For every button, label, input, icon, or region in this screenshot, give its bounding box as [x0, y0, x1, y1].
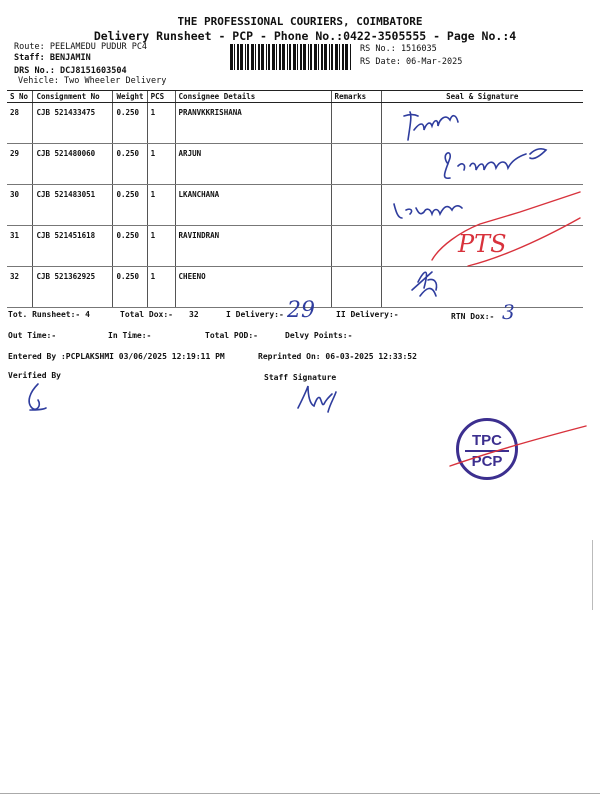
cell-consignment: CJB 521483051	[33, 185, 113, 226]
cell-pcs: 1	[147, 185, 175, 226]
cell-pcs: 1	[147, 226, 175, 267]
barcode-bar	[282, 44, 285, 70]
cell-sno: 28	[7, 103, 33, 144]
cell-consignee: ARJUN	[175, 144, 331, 185]
barcode-bar	[287, 44, 288, 70]
in-time: In Time:-	[108, 331, 152, 340]
runsheet-title: Delivery Runsheet - PCP - Phone No.:0422-3505555 - Page No.:4	[93, 29, 517, 43]
barcode-bar	[345, 44, 348, 70]
col-header-weight: Weight	[113, 91, 147, 103]
cell-weight: 0.250	[113, 226, 147, 267]
barcode-bar	[300, 44, 302, 70]
barcode-bar	[321, 44, 323, 70]
barcode-bar	[268, 44, 270, 70]
cell-consignee: PRANVKKRISHANA	[175, 103, 331, 144]
staff-signature-mark	[292, 382, 342, 416]
barcode-bar	[240, 44, 243, 70]
barcode-bar	[237, 44, 239, 70]
entered-by: Entered By :PCPLAKSHMI 03/06/2025 12:19:11 PM	[8, 352, 225, 361]
cell-remarks	[331, 144, 381, 185]
cell-consignment: CJB 521362925	[33, 267, 113, 308]
barcode-bar	[258, 44, 260, 70]
cell-consignee: CHEENO	[175, 267, 331, 308]
cell-remarks	[331, 267, 381, 308]
pts-rejection-mark	[432, 192, 580, 266]
scan-edge-right	[592, 540, 593, 610]
cell-consignment: CJB 521433475	[33, 103, 113, 144]
cell-weight: 0.250	[113, 103, 147, 144]
reprinted-on: Reprinted On: 06-03-2025 12:33:52	[258, 352, 417, 361]
cell-consignment: CJB 521480060	[33, 144, 113, 185]
cell-remarks	[331, 226, 381, 267]
staff-signature-label: Staff Signature	[264, 373, 337, 382]
barcode-bar	[279, 44, 281, 70]
cell-sno: 30	[7, 185, 33, 226]
col-header-remarks: Remarks	[331, 91, 381, 103]
cell-consignee: LKANCHANA	[175, 185, 331, 226]
barcode-bar	[245, 44, 246, 70]
barcode-bar	[310, 44, 312, 70]
cell-pcs: 1	[147, 267, 175, 308]
cell-sno: 31	[7, 226, 33, 267]
barcode-bar	[331, 44, 333, 70]
barcode-bar	[251, 44, 254, 70]
stamp-bottom-text: PCP	[471, 453, 503, 470]
barcode-bar	[314, 44, 317, 70]
cell-consignee: RAVINDRAN	[175, 226, 331, 267]
delvy-points: Delvy Points:-	[285, 331, 353, 340]
rs-number: RS No.: 1516035	[360, 44, 437, 54]
barcode-bar	[293, 44, 296, 70]
signature-row-29	[445, 149, 546, 178]
barcode-bar	[255, 44, 256, 70]
col-header-pcs: PCS	[147, 91, 175, 103]
cell-sno: 29	[7, 144, 33, 185]
col-header-consignment: Consignment No	[33, 91, 113, 103]
barcode-bar	[272, 44, 275, 70]
cell-remarks	[331, 185, 381, 226]
barcode-bar	[247, 44, 249, 70]
verified-by-label: Verified By	[8, 371, 61, 380]
barcode-bar	[261, 44, 264, 70]
total-dox-label: Total Dox:-	[120, 310, 173, 319]
barcode-bar	[339, 44, 340, 70]
route-line: Route: PEELAMEDU PUDUR PC4	[14, 42, 148, 52]
barcode-image	[228, 44, 354, 70]
barcode-bar	[276, 44, 277, 70]
cell-consignment: CJB 521451618	[33, 226, 113, 267]
barcode-bar	[329, 44, 330, 70]
cell-remarks	[331, 103, 381, 144]
scan-edge	[0, 793, 600, 794]
barcode-bar	[318, 44, 319, 70]
barcode-bar	[324, 44, 327, 70]
barcode-bar	[234, 44, 235, 70]
barcode-bar	[335, 44, 338, 70]
stamp-slash-mark	[440, 408, 590, 488]
delivery-signatures	[380, 100, 590, 310]
cell-pcs: 1	[147, 103, 175, 144]
rtn-dox-handwritten: 3	[502, 300, 515, 324]
i-delivery-handwritten: 29	[287, 298, 315, 323]
out-time: Out Time:-	[8, 331, 57, 340]
stamp-top-text: TPC	[472, 432, 502, 449]
cell-weight: 0.250	[113, 144, 147, 185]
col-header-consignee: Consignee Details	[175, 91, 331, 103]
drs-line: DRS No.: DCJ8151603504	[14, 66, 127, 76]
rs-date: RS Date: 06-Mar-2025	[360, 57, 463, 67]
cell-weight: 0.250	[113, 267, 147, 308]
signature-row-28	[404, 112, 458, 140]
barcode-bar	[297, 44, 298, 70]
barcode-bar	[308, 44, 309, 70]
col-header-sno: S No	[7, 91, 33, 103]
cell-pcs: 1	[147, 144, 175, 185]
staff-line: Staff: BENJAMIN	[14, 53, 91, 63]
ii-delivery-label: II Delivery:-	[336, 310, 399, 319]
total-dox-value: 32	[189, 310, 199, 319]
barcode-bar	[289, 44, 291, 70]
signature-row-30	[394, 204, 462, 218]
cell-weight: 0.250	[113, 185, 147, 226]
rtn-dox-label: RTN Dox:-	[451, 312, 495, 321]
total-pod: Total POD:-	[205, 331, 258, 340]
barcode-bar	[350, 44, 351, 70]
barcode-bar	[303, 44, 306, 70]
vehicle-line: Vehicle: Two Wheeler Delivery	[18, 76, 167, 86]
signature-row-32	[412, 272, 437, 296]
company-title: THE PROFESSIONAL COURIERS, COIMBATORE	[177, 15, 423, 28]
cell-sno: 32	[7, 267, 33, 308]
barcode-bar	[266, 44, 267, 70]
tot-runsheet: Tot. Runsheet:- 4	[8, 310, 90, 319]
col-header-signature: Seal & Signature	[381, 91, 583, 103]
barcode-bar	[230, 44, 233, 70]
pts-mark-text: PTS	[458, 230, 507, 258]
i-delivery-label: I Delivery:-	[226, 310, 284, 319]
verifier-signature	[18, 380, 58, 414]
barcode-bar	[342, 44, 344, 70]
